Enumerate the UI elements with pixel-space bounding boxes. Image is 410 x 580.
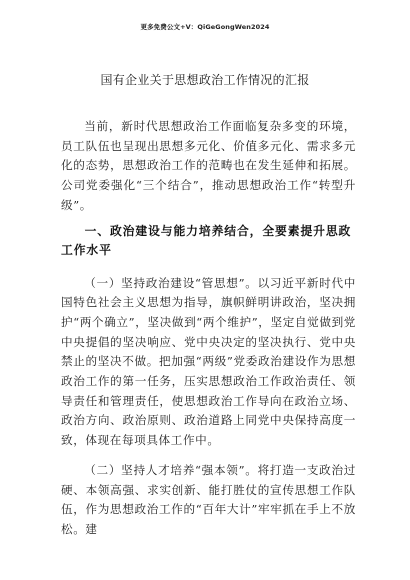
paragraph-talent-training: （二）坚持人才培养“强本领”。将打造一支政治过硬、本领高强、求实创新、能打胜仗的宣传思想工作队伍，作为思想政治工作的“百年大计”牢牢抓在手上不放松。建	[61, 462, 356, 536]
intro-paragraph: 当前，新时代思想政治工作面临复杂多变的环境，员工队伍也呈现出思想多元化、价值多元化、需求多元化的态势，思想政治工作的范畴也在发生延伸和拓展。公司党委强化“三个结合”，推动思想政治工作“转型升级”。	[61, 119, 356, 212]
paragraph-political-building: （一）坚持政治建设“管思想”。以习近平新时代中国特色社会主义思想为指导，旗帜鲜明讲政治，坚决拥护“两个确立”，坚决做到“两个维护”，坚定自觉做到党中央提倡的坚决响应、党中央决定的坚决执行、党中央禁止的坚决不做。把加强“两级”党委政治建设作为思想政治工作的第一任务，压实思想政治工作政治责任、领导责任和管理责任，使思想政治工作导向在政治立场、政治方向、政治原则、政治道路上同党中央保持高度一致，体现在每项具体工作中。	[61, 275, 356, 448]
document-title: 国有企业关于思想政治工作情况的汇报	[100, 73, 310, 87]
header-note: 更多免费公文+V：QiGeGongWen2024	[140, 23, 270, 31]
document-body	[61, 117, 356, 540]
section-heading-1: 一、政治建设与能力培养结合，全要素提升思政工作水平	[61, 223, 352, 257]
